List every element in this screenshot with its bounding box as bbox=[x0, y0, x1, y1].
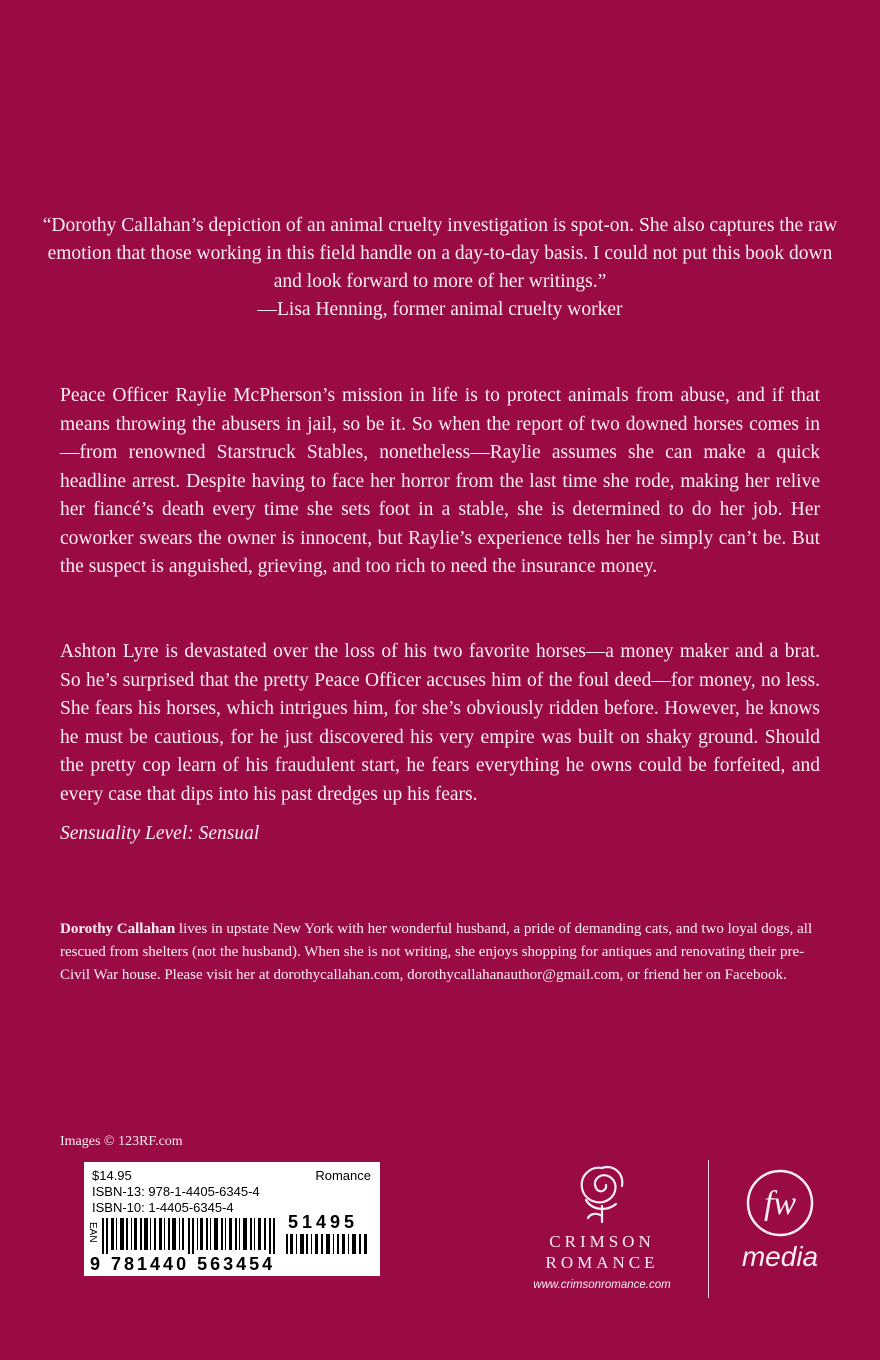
price-code: 51495 bbox=[288, 1212, 359, 1232]
rose-icon bbox=[572, 1160, 632, 1226]
ean-label: EAN bbox=[87, 1222, 98, 1243]
sensuality-level: Sensuality Level: Sensual bbox=[60, 823, 260, 844]
fw-media-logo bbox=[736, 1168, 824, 1273]
ean-digits: 9 781440 563454 bbox=[90, 1254, 276, 1274]
barcode-box bbox=[84, 1162, 380, 1276]
crimson-name-line2: ROMANCE bbox=[545, 1253, 659, 1272]
isbn13-label: ISBN-13: 978-1-4405-6345-4 bbox=[92, 1184, 260, 1199]
author-name: Dorothy Callahan bbox=[60, 921, 176, 937]
blurb-paragraph-2: Ashton Lyre is devastated over the loss of his two favorite horses—a money maker and a brat. So he’s surprised that the pretty Peace Officer accuses him of the foul deed—for money, no less. She fears his horses, which intrigues him, for she’s obviously ridden before. However, he knows he must be cautious, for he just discovered his very empire was built on shaky ground. Should the pretty cop learn of his fraudulent start, he fears everything he owns could be forfeited, and every case that dips into his past dredges up his fears. bbox=[60, 641, 820, 805]
quote-text: “Dorothy Callahan’s depiction of an animal cruelty investigation is spot-on. She also captures the raw emotion that those working in this field handle on a day-to-day basis. I could not put this book down and look forward to more of her writings.” bbox=[42, 215, 838, 292]
fw-letters: fw bbox=[763, 1185, 797, 1222]
quote-attribution: —Lisa Henning, former animal cruelty worker bbox=[257, 299, 623, 320]
ean-barcode-icon bbox=[102, 1218, 278, 1254]
blurb-paragraph-1: Peace Officer Raylie McPherson’s mission in life is to protect animals from abuse, and if that means throwing the abusers in jail, so be it. So when the report of two downed horses comes in—from renowned Starstruck Stables, nonetheless—Raylie assumes she can make a quick headline arrest. Despite having to face her horror from the last time she rode, making her relive her fiancé’s death every time she sets foot in a stable, she is determined to do her job. Her coworker swears the owner is innocent, but Raylie’s experience tells her he simply can’t be. But the suspect is anguished, grieving, and too rich to need the insurance money. bbox=[60, 385, 820, 577]
bio-text: lives in upstate New York with her wonderful husband, a pride of demanding cats, and two loyal dogs, all rescued from shelters (not the husband). When she is not writing, she enjoys shopping for antiques and renovating their pre-Civil War house. Please visit her at dorothycallahan.com, dorothycallahanauthor@gmail.com, or friend her on Facebook. bbox=[60, 921, 813, 983]
barcode-info bbox=[92, 1168, 260, 1216]
fw-media-text: media bbox=[741, 1241, 819, 1272]
logo-divider bbox=[708, 1160, 709, 1298]
price-label: $14.95 bbox=[92, 1168, 132, 1183]
category-label: Romance bbox=[315, 1168, 371, 1183]
price-barcode-icon bbox=[286, 1234, 372, 1254]
isbn10-label: ISBN-10: 1-4405-6345-4 bbox=[92, 1200, 234, 1215]
author-bio bbox=[60, 918, 820, 987]
review-quote bbox=[40, 212, 840, 324]
image-credit: Images © 123RF.com bbox=[60, 1134, 183, 1149]
crimson-romance-logo bbox=[522, 1160, 682, 1291]
publisher-url: www.crimsonromance.com bbox=[533, 1279, 671, 1291]
crimson-name-line1: CRIMSON bbox=[549, 1232, 655, 1251]
fw-logo-icon bbox=[745, 1168, 815, 1238]
